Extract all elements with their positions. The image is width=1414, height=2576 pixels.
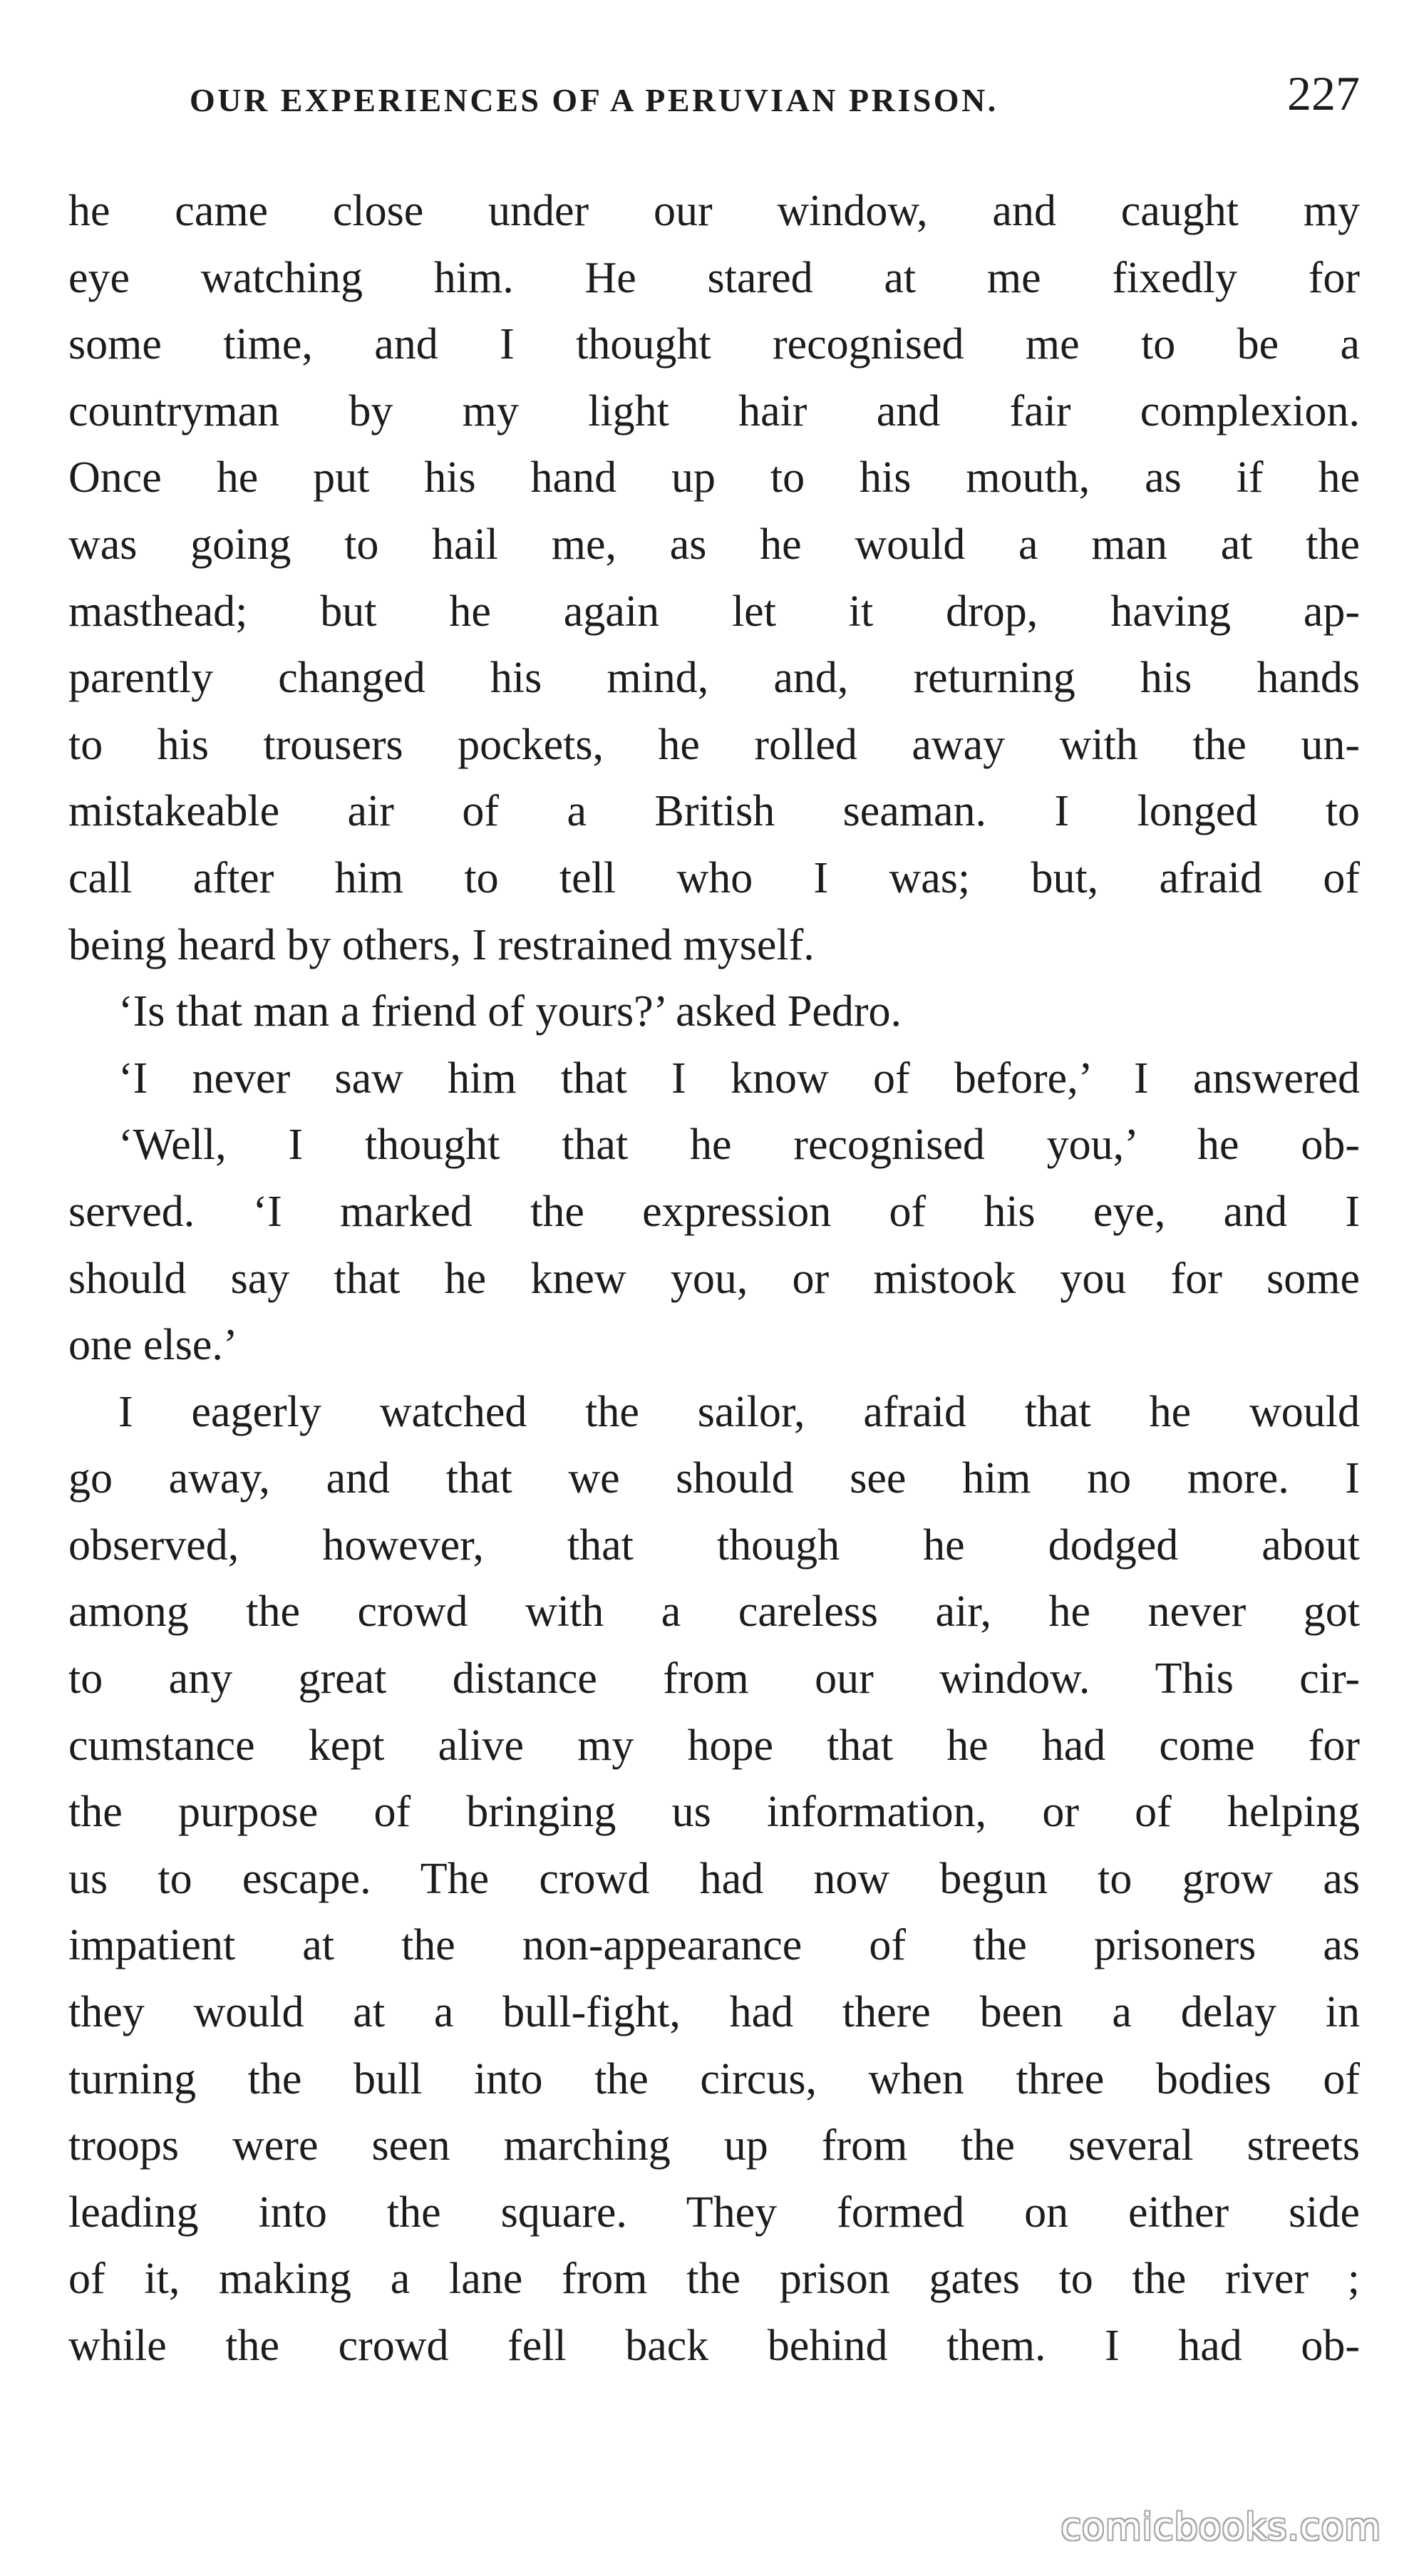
text-line: call after him to tell who I was; but, afraid of (68, 853, 1360, 902)
text-line: observed, however, that though he dodged about (68, 1520, 1360, 1570)
text-line: to his trousers pockets, he rolled away with the un- (68, 720, 1360, 769)
text-line: while the crowd fell back behind them. I had ob- (68, 2322, 1360, 2370)
body-text (68, 178, 1360, 2380)
text-line: parently changed his mind, and, returning his hands (68, 654, 1360, 703)
text-line: leading into the square. They formed on either side (68, 2188, 1360, 2237)
text-line: impatient at the non-appearance of the prisoners as (68, 1921, 1360, 1970)
text-line: some time, and I thought recognised me to be a (68, 320, 1360, 369)
text-line: Once he put his hand up to his mouth, as if he (68, 453, 1360, 503)
text-line: mistakeable air of a British seaman. I longed to (68, 787, 1360, 836)
text-line: cumstance kept alive my hope that he had come for (68, 1721, 1360, 1770)
text-line: the purpose of bringing us information, or of helping (68, 1788, 1360, 1837)
text-line: served. ‘I marked the expression of his eye, and I (68, 1187, 1360, 1236)
text-line: troops were seen marching up from the several streets (68, 2121, 1360, 2170)
text-line: to any great distance from our window. This cir- (68, 1654, 1360, 1704)
text-line: go away, and that we should see him no more. I (68, 1454, 1360, 1503)
text-line: us to escape. The crowd had now begun to grow as (68, 1854, 1360, 1903)
text-line: ‘Well, I thought that he recognised you,’ he ob- (118, 1120, 1360, 1170)
text-line: he came close under our window, and caught my (68, 187, 1360, 235)
text-line: countryman by my light hair and fair complexion. (68, 386, 1360, 436)
text-line: was going to hail me, as he would a man at the (68, 520, 1360, 569)
text-line: among the crowd with a careless air, he never got (68, 1587, 1360, 1637)
text-line: one else.’ (68, 1321, 238, 1370)
text-line: they would at a bull-fight, had there been a delay in (68, 1988, 1360, 2037)
text-line: ‘I never saw him that I know of before,’ I answered (118, 1053, 1360, 1103)
running-head (68, 66, 1360, 130)
page-number: 227 (1287, 66, 1360, 120)
text-line: ‘Is that man a friend of yours?’ asked Pedro. (118, 987, 902, 1036)
text-line: should say that he knew you, or mistook you for some (68, 1254, 1360, 1303)
text-line: turning the bull into the circus, when three bodies of (68, 2054, 1360, 2103)
watermark: comicbooks.com (1060, 2506, 1381, 2549)
text-line: eye watching him. He stared at me fixedly for (68, 253, 1360, 302)
text-line: being heard by others, I restrained myself. (68, 920, 815, 969)
running-title: OUR EXPERIENCES OF A PERUVIAN PRISON. (190, 82, 998, 118)
text-line: of it, making a lane from the prison gates to the river ; (68, 2255, 1360, 2304)
text-line: masthead; but he again let it drop, having ap- (68, 587, 1360, 636)
text-line: I eagerly watched the sailor, afraid that he would (118, 1387, 1360, 1436)
